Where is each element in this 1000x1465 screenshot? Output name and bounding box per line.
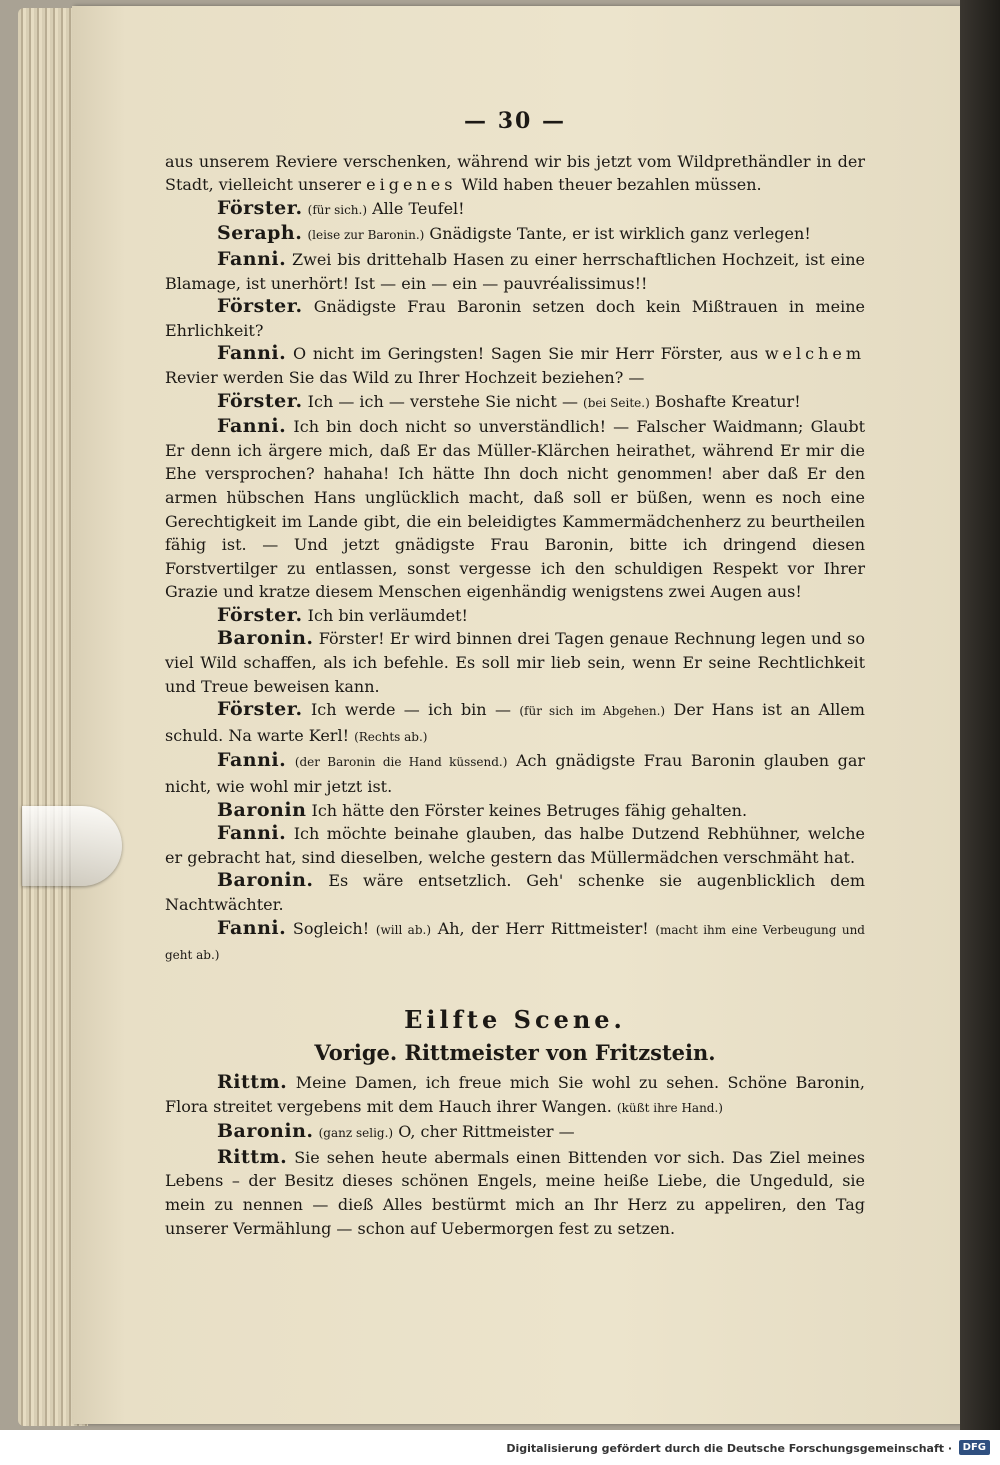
dialogue-line: Rittm. Sie sehen heute abermals einen Bittenden vor sich. Das Ziel meines Lebens – der Besitz dieses schönen Engels, meine heiße Liebe, die Ungeduld, sie mein zu nennen — dieß Alles bestürmt mich an Ihr Herz zu appeliren, den Tag unserer Vermählung — schon auf Uebermorgen fest zu setzen. (165, 1145, 866, 1238)
dialogue-line: Förster. (für sich.) Alle Teufel! (217, 196, 465, 219)
scene-characters: Vorige. Rittmeister von Fritzstein. (314, 1040, 716, 1066)
stage-direction: (macht ihm eine Verbeugung und geht ab.) (165, 922, 865, 963)
page-clip (22, 806, 122, 886)
speaker: Fanni. (217, 415, 287, 438)
dfg-logo-icon: DFG (959, 1440, 990, 1455)
scan-background (960, 0, 1000, 1430)
stage-direction: (will ab.) (375, 922, 432, 937)
speaker: Baronin. (217, 869, 314, 892)
dialogue-line: Förster. Ich — ich — verstehe Sie nicht — (bei Seite.) Boshafte Kreatur! (217, 389, 801, 412)
stage-direction: (für sich im Abgehen.) (519, 704, 666, 719)
dialogue-line: Fanni. O nicht im Geringsten! Sagen Sie mir Herr Förster, aus welchem Revier werden Sie das Wild zu Ihrer Hochzeit beziehen? — (165, 342, 866, 387)
dialogue-line: Förster. Gnädigste Frau Baronin setzen doch kein Mißtrauen in meine Ehrlichkeit? (165, 295, 866, 340)
dialogue-line: Seraph. (leise zur Baronin.) Gnädigste Tante, er ist wirklich ganz verlegen! (217, 222, 811, 245)
speaker: Fanni. (217, 749, 287, 772)
page-content (165, 110, 865, 1240)
speaker: Fanni. (217, 342, 287, 365)
speaker: Baronin (217, 798, 307, 821)
dialogue-line: Förster. Ich bin verläumdet! (217, 603, 468, 626)
page-number: — 30 — (464, 108, 566, 134)
speaker: Förster. (217, 295, 303, 318)
dialogue-line: Baronin. Es wäre entsetzlich. Geh' schenke sie augenblicklich dem Nachtwächter. (165, 869, 865, 914)
speaker: Förster. (217, 389, 303, 412)
speaker: Fanni. (217, 247, 287, 270)
dialogue-line: Baronin Ich hätte den Förster keines Betruges fähig gehalten. (217, 798, 748, 821)
speaker: Förster. (217, 603, 303, 626)
stage-direction: (der Baronin die Hand küssend.) (294, 755, 508, 770)
paragraph: aus unserem Reviere verschenken, während wir bis jetzt vom Wildprethändler in der Stadt, vielleicht unserer eigenes Wild haben theuer bezahlen müssen. (165, 151, 865, 195)
dialogue-line: Rittm. Meine Damen, ich freue mich Sie wohl zu sehen. Schöne Baronin, Flora streitet vergebens mit dem Hauch ihrer Wangen. (küßt ihre Hand.) (165, 1070, 865, 1116)
speaker: Rittm. (217, 1145, 288, 1168)
stage-direction: (für sich.) (307, 202, 368, 217)
speaker: Baronin. (217, 627, 314, 650)
speaker: Fanni. (217, 916, 287, 939)
speaker: Fanni. (217, 822, 287, 845)
speaker: Seraph. (217, 222, 303, 245)
dialogue-line: Fanni. Zwei bis drittehalb Hasen zu einer herrschaftlichen Hochzeit, ist eine Blamage, ist unerhört! Ist — ein — ein — pauvréalissimus!! (165, 247, 865, 293)
dialogue-line: Fanni. Ich möchte beinahe glauben, das halbe Dutzend Rebhühner, welche er gebracht hat, sind dieselben, welche gestern das Müllermädchen verschmäht hat. (165, 822, 865, 867)
dialogue-line: Fanni. (der Baronin die Hand küssend.) Ach gnädigste Frau Baronin glauben gar nicht, wie wohl mir jetzt ist. (165, 749, 866, 797)
stage-direction: (küßt ihre Hand.) (616, 1100, 723, 1115)
dialogue-line: Baronin. Förster! Er wird binnen drei Tagen genaue Rechnung legen und so viel Wild schaffen, als ich befehle. Es soll mir lieb sein, wenn Er seine Rechtlichkeit und Treue beweisen kann. (165, 627, 865, 696)
stage-direction: (Rechts ab.) (354, 729, 428, 744)
footer-credit: Digitalisierung gefördert durch die Deutsche Forschungsgemeinschaft · (506, 1442, 952, 1455)
dialogue-line: Förster. Ich werde — ich bin — (für sich im Abgehen.) Der Hans ist an Allem schuld. Na warte Kerl! (Rechts ab.) (165, 698, 865, 745)
dialogue-line: Fanni. Sogleich! (will ab.) Ah, der Herr Rittmeister! (macht ihm eine Verbeugung und geht ab.) (165, 916, 865, 963)
stage-direction: (ganz selig.) (318, 1126, 394, 1141)
stage-direction: (leise zur Baronin.) (307, 228, 425, 243)
stage-direction: (bei Seite.) (583, 395, 650, 410)
dialogue-line: Baronin. (ganz selig.) O, cher Rittmeister — (217, 1120, 575, 1143)
speaker: Rittm. (217, 1070, 288, 1093)
dialogue-line: Fanni. Ich bin doch nicht so unverständlich! — Falscher Waidmann; Glaubt Er denn ich ärgere mich, daß Er das Müller-Klärchen heirathet, während Er mir die Ehe versprochen? hahaha! Ich hätte Ihn doch nicht genommen! aber daß Er den armen hübschen Hans unglücklich macht, daß soll er büßen, wenn es noch eine Gerechtigkeit im Lande gibt, die ein beleidigtes Kammermädchenherz zu beurtheilen fähig ist. — Und jetzt gnädigste Frau Baronin, bitte ich dringend diesen Forstvertilger zu entlassen, sonst vergesse ich den schuldigen Respekt vor Ihrer Grazie und kratze diesem Menschen eigenhändig wenigstens zwei Augen aus! (165, 415, 865, 602)
scene-title: Eilfte Scene. (404, 1004, 626, 1034)
speaker: Baronin. (217, 1120, 314, 1143)
speaker: Förster. (217, 196, 303, 219)
speaker: Förster. (217, 698, 303, 721)
